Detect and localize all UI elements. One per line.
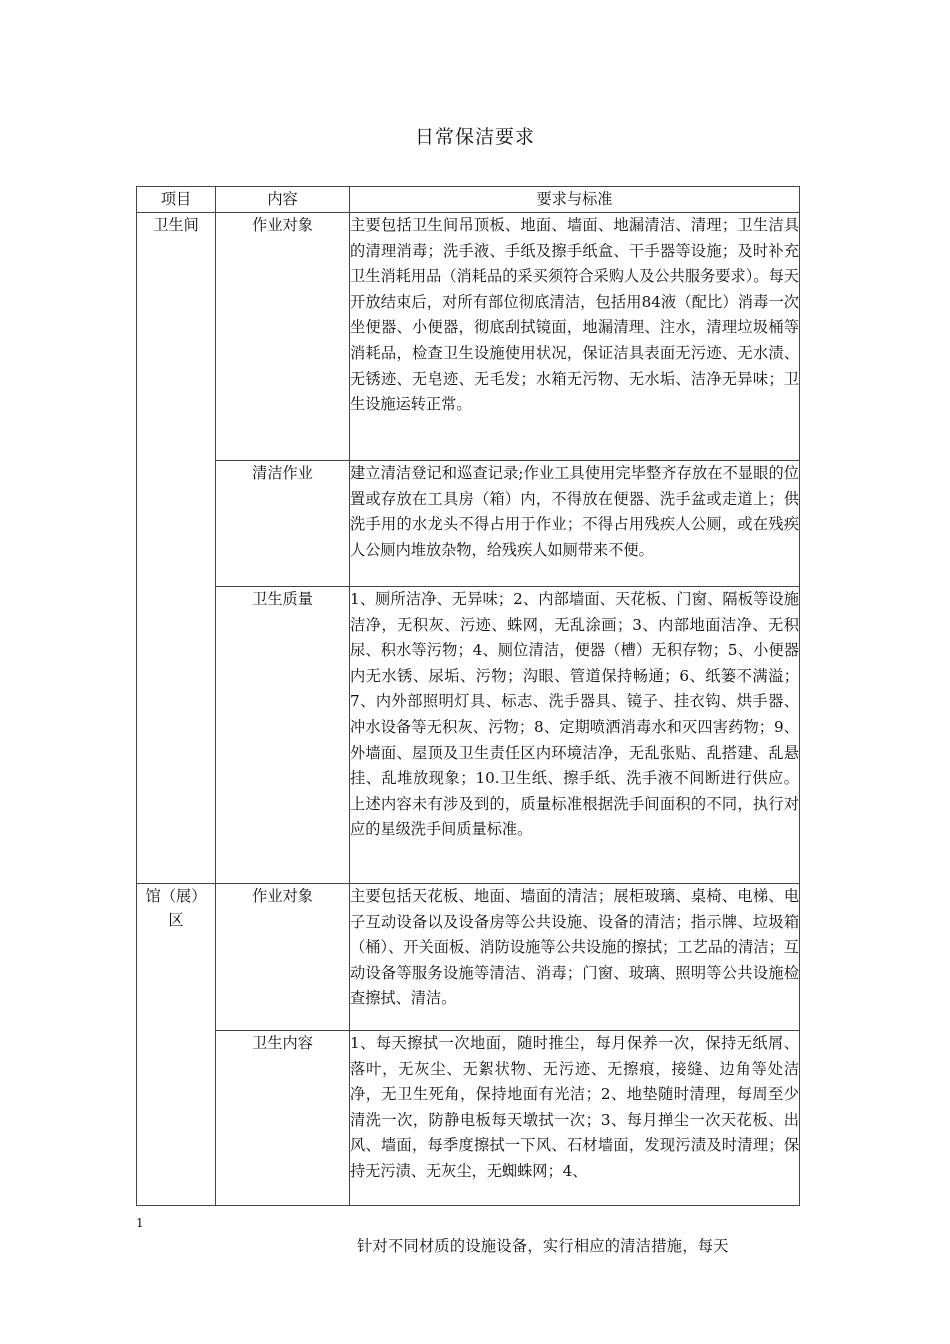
standard-cell: 主要包括卫生间吊顶板、地面、墙面、地漏清洁、清理；卫生洁具的清理消毒；洗手液、手纸及擦手纸盒、干手器等设施；及时补充卫生消耗用品（消耗品的采买须符合采购人及公共服务要求）。每天开放结束后，对所有部位彻底清洁，包括用84液（配比）消毒一次坐便器、小便器，彻底刮拭镜面，地漏清理、注水，清理垃圾桶等消耗品，检查卫生设施使用状况，保证洁具表面无污迹、无水渍、无锈迹、无皂迹、无毛发；水箱无污物、无水垢、洁净无异味；卫生设施运转正常。	[350, 213, 800, 461]
table-row	[137, 587, 800, 884]
header-content: 内容	[216, 187, 350, 213]
table-header-row	[137, 187, 800, 213]
project-cell-restroom: 卫生间	[137, 213, 216, 884]
header-project: 项目	[137, 187, 216, 213]
content-cell: 作业对象	[216, 213, 350, 461]
content-cell: 卫生内容	[216, 1031, 350, 1206]
standard-cell: 1、厕所洁净、无异味；2、内部墙面、天花板、门窗、隔板等设施洁净，无积灰、污迹、蛛网，无乱涂画；3、内部地面洁净、无积尿、积水等污物；4、厕位清洁，便器（槽）无积存物；5、小便器内无水锈、尿垢、污物；沟眼、管道保持畅通；6、纸篓不满溢；7、内外部照明灯具、标志、洗手器具、镜子、挂衣钩、烘手器、冲水设备等无积灰、污物；8、定期喷洒消毒水和灭四害药物；9、外墙面、屋顶及卫生责任区内环境洁净，无乱张贴、乱搭建、乱悬挂、乱堆放现象；10.卫生纸、擦手纸、洗手液不间断进行供应。上述内容未有涉及到的，质量标准根据洗手间面积的不同，执行对应的星级洗手间质量标准。	[350, 587, 800, 884]
content-cell: 作业对象	[216, 884, 350, 1031]
project-cell-line: 馆（展）	[145, 887, 207, 905]
cleaning-requirements-table	[136, 186, 800, 1206]
continuation-text: 针对不同材质的设施设备，实行相应的清洁措施，每天	[357, 1237, 729, 1255]
table-row	[137, 213, 800, 461]
page-title: 日常保洁要求	[414, 126, 535, 148]
page-number: 1	[136, 1216, 144, 1230]
standard-cell: 主要包括天花板、地面、墙面的清洁；展柜玻璃、桌椅、电梯、电子互动设备以及设备房等公共设施、设备的清洁；指示牌、垃圾箱（桶）、开关面板、消防设施等公共设施的擦拭；工艺品的清洁；互动设备等服务设施等清洁、消毒；门窗、玻璃、照明等公共设施检查擦拭、清洁。	[350, 884, 800, 1031]
content-cell: 清洁作业	[216, 461, 350, 587]
standard-cell: 建立清洁登记和巡查记录;作业工具使用完毕整齐存放在不显眼的位置或存放在工具房（箱）内，不得放在便器、洗手盆或走道上；供洗手用的水龙头不得占用于作业；不得占用残疾人公厕，或在残疾人公厕内堆放杂物，给残疾人如厕带来不便。	[350, 461, 800, 587]
header-standard: 要求与标准	[350, 187, 800, 213]
table-row	[137, 461, 800, 587]
content-cell: 卫生质量	[216, 587, 350, 884]
project-cell-exhibition-area	[137, 884, 216, 1206]
table-row	[137, 1031, 800, 1206]
table-row	[137, 884, 800, 1031]
project-cell-line: 区	[168, 911, 184, 929]
standard-cell: 1、每天擦拭一次地面，随时推尘，每月保养一次，保持无纸屑、落叶，无灰尘、无絮状物、无污迹、无擦痕，接缝、边角等处洁净，无卫生死角，保持地面有光洁；2、地垫随时清理，每周至少清洗一次，防静电板每天墩拭一次；3、每月掸尘一次天花板、出风、墙面，每季度擦拭一下风、石材墙面，发现污渍及时清理；保持无污渍、无灰尘，无蜘蛛网；4、	[350, 1031, 800, 1206]
